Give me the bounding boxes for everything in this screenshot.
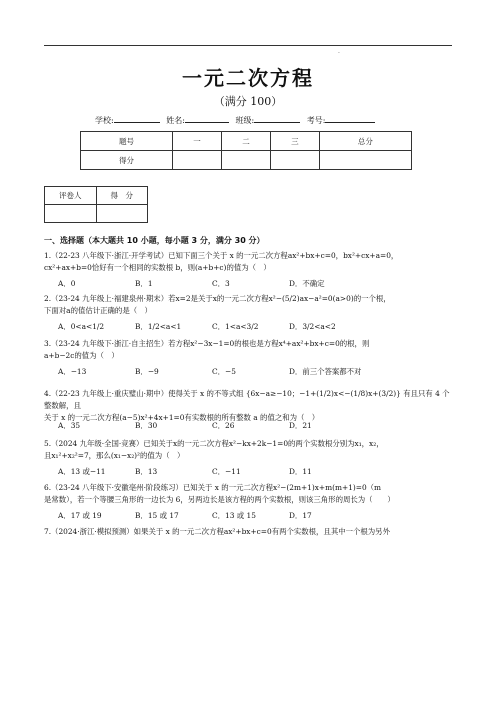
grader-header-row [45,187,148,205]
page-title: 一元二次方程 [182,66,314,90]
student-info-line [95,114,379,126]
name-field[interactable] [185,114,229,123]
class-label: 班级: [235,116,255,125]
option-d[interactable]: D．17 [289,511,312,520]
question-line: 是常数），若一个等腰三角形的一边长为 6，另两边长是该方程的两个实数根，则该三角形的周长为（ ） [44,495,395,504]
question-3-options [58,366,458,377]
score-table-row [81,151,412,170]
school-field[interactable] [114,114,160,123]
option-d[interactable]: D．21 [289,421,312,430]
question-line: a+b−2c的值为（ ） [44,351,119,360]
name-label: 姓名: [166,116,185,125]
header-dot: . [338,48,340,55]
option-d[interactable]: D．前三个答案都不对 [289,367,362,376]
grader-row [45,205,148,223]
score-header-cell: 题号 [81,132,173,151]
header-rule [44,45,452,46]
score-header-cell: 总分 [319,132,411,151]
question-6 [44,482,454,506]
question-line: 且x₁²+x₂²=7，那么(x₁−x₂)²的值为（ ） [44,451,185,460]
option-d[interactable]: D．不确定 [289,279,325,288]
option-c[interactable]: C．−5 [212,367,236,376]
section-title: 一、选择题（本大题共 10 小题，每小题 3 分，满分 30 分） [44,236,265,245]
score-table-header-row [81,132,412,151]
exam-no-field[interactable] [325,114,375,123]
score-table [80,131,412,170]
question-3 [44,338,454,362]
question-2 [44,293,454,317]
option-a[interactable]: A．0 [58,279,76,288]
grader-cell[interactable] [96,205,148,223]
grader-header-cell: 得 分 [96,187,148,205]
score-cell[interactable] [173,151,222,170]
question-line: 6.（23-24 八年级下·安徽亳州·阶段练习）已知关于 x 的一元二次方程x²−(2m+1)x+m(m+1)=0（m [44,483,382,492]
question-line: 5.（2024 九年级·全国·竞赛）已知关于x的一元二次方程x²−kx+2k−1=0的两个实数根分别为x₁，x₂， [44,439,384,448]
question-5 [44,438,454,462]
question-line: 2.（23-24 九年级上·福建泉州·期末）若x=2是关于x的一元二次方程x²−(5/2)ax−a²=0(a>0)的一个根， [44,294,391,303]
option-b[interactable]: B．−9 [135,367,159,376]
score-cell[interactable] [222,151,271,170]
question-line: 4.（22-23 九年级上·重庆璧山·期中）使得关于 x 的不等式组 {6x−a≥−10；−1+(1/2)x<−(1/8)x+(3/2)} 有且只有 4 个整数解，且 [44,389,450,410]
question-6-options [58,510,458,521]
page-subtitle: （满分 100） [213,95,283,108]
school-label: 学校: [95,116,114,125]
score-cell[interactable] [270,151,319,170]
question-4-options [58,420,458,431]
question-7 [44,526,454,538]
option-a[interactable]: A．35 [58,421,81,430]
option-b[interactable]: B．1 [135,279,153,288]
option-b[interactable]: B．30 [135,421,158,430]
question-line: cx²+ax+b=0恰好有一个相同的实数根 b，则(a+b+c)的值为（ ） [44,263,271,272]
class-field[interactable] [254,114,300,123]
score-header-cell: 三 [270,132,319,151]
option-c[interactable]: C．−11 [212,467,241,476]
question-line: 7.（2024·浙江·模拟预测）如果关于 x 的一元二次方程ax²+bx+c=0有两个实数根，且其中一个根为另外 [44,527,390,536]
option-a[interactable]: A．0<a<1/2 [58,322,105,331]
option-c[interactable]: C．13 或 15 [212,511,256,520]
question-2-options [58,321,458,332]
question-1 [44,250,454,274]
score-header-cell: 二 [222,132,271,151]
option-d[interactable]: D．3/2<a<2 [289,322,336,331]
question-line: 下面对a的值估计正确的是（ ） [44,306,152,315]
option-b[interactable]: B．1/2<a<1 [135,322,182,331]
option-b[interactable]: B．15 或 17 [135,511,179,520]
option-b[interactable]: B．13 [135,467,158,476]
question-line: 关于 x 的一元二次方程(a−5)x²+4x+1=0有实数根的所有整数 a 的值之和为（ ） [44,413,320,422]
exam-no-label: 考号: [306,116,326,125]
question-1-options [58,278,458,289]
grader-cell[interactable] [45,205,97,223]
score-row-label: 得分 [81,151,173,170]
score-cell[interactable] [319,151,411,170]
score-header-cell: 一 [173,132,222,151]
question-line: 3.（23-24 九年级下·浙江·自主招生）若方程x²−3x−1=0的根也是方程x⁴+ax²+bx+c=0的根，则 [44,339,370,348]
option-a[interactable]: A．13 或−11 [58,467,106,476]
grader-table [44,186,148,223]
grader-header-cell: 评卷人 [45,187,97,205]
question-line: 1.（22-23 八年级下·浙江·开学考试）已知下面三个关于 x 的一元二次方程ax²+bx+c=0，bx²+cx+a=0， [44,251,399,260]
question-4 [44,388,454,424]
option-a[interactable]: A．17 或 19 [58,511,102,520]
option-c[interactable]: C．3 [212,279,230,288]
option-d[interactable]: D．11 [289,467,312,476]
question-5-options [58,466,458,477]
option-a[interactable]: A．−13 [58,367,87,376]
option-c[interactable]: C．1<a<3/2 [212,322,259,331]
option-c[interactable]: C．26 [212,421,235,430]
